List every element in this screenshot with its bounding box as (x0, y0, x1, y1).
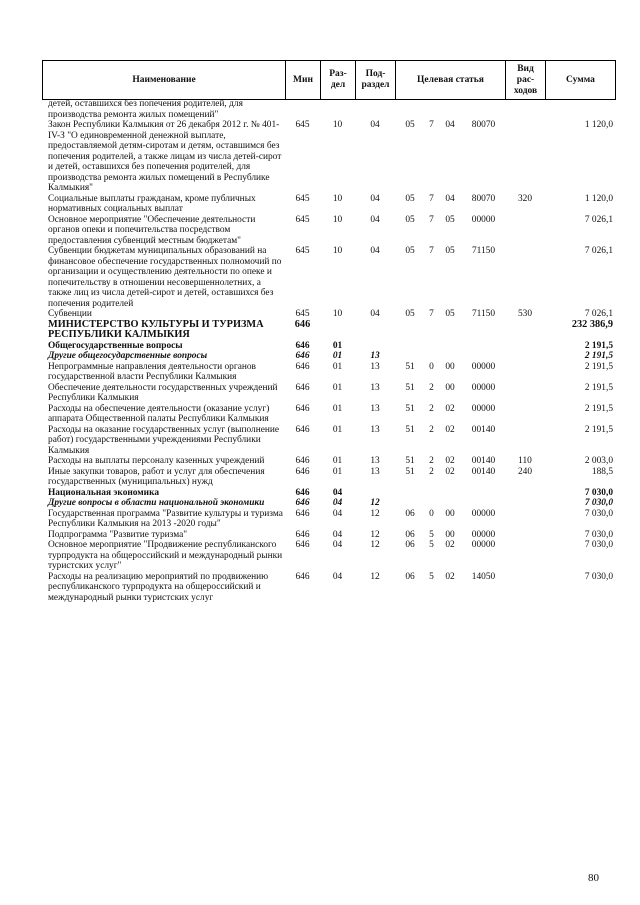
row-podrazdel: 12 (370, 508, 380, 519)
table-row (42, 498, 615, 509)
row-vid: 110 (518, 456, 532, 466)
row-cs-subprogram: 7 (429, 193, 434, 204)
row-cs-subprogram: 7 (429, 120, 434, 130)
row-razdel: 01 (332, 456, 343, 466)
row-cs-direction: 14050 (471, 571, 496, 582)
table-row (42, 467, 615, 488)
row-sum: 7 030,0 (584, 571, 613, 582)
row-min: 646 (295, 351, 310, 361)
row-sum: 1 120,0 (584, 120, 613, 130)
row-sum: 7 030,0 (584, 529, 613, 540)
row-sum: 2 191,5 (584, 340, 613, 351)
row-sum: 2 191,5 (584, 382, 613, 393)
row-razdel: 04 (332, 498, 343, 508)
row-razdel: 04 (332, 508, 343, 519)
row-name: Закон Республики Калмыкия от 26 декабря 2012 г. № 401-IV-З "О единовременной денежной выплате, предоставляемой детям-сиротам и детям, оставшимся без попечения родителей, а также лицам из числа детей-сирот и детей, оставшихся без попечения родителей, для производства ремонта жилых помещений в Республике Калмыкия" (48, 120, 282, 193)
row-min: 646 (295, 540, 310, 550)
row-podrazdel: 04 (370, 309, 380, 319)
row-cs-direction: 00000 (471, 382, 496, 393)
table-row (42, 362, 615, 383)
row-podrazdel: 04 (370, 120, 380, 130)
row-min: 646 (295, 508, 310, 519)
row-name: детей, оставшихся без попечения родителей, для производства ремонта жилых помещений" (48, 99, 243, 120)
row-podrazdel: 13 (370, 466, 380, 477)
row-cs-direction: 00000 (471, 540, 496, 550)
row-cs-event: 00 (445, 529, 455, 540)
row-min: 646 (295, 498, 310, 508)
row-min: 645 (295, 193, 310, 204)
row-name: Подпрограмма "Развитие туризма" (48, 529, 188, 540)
row-cs-event: 05 (445, 214, 455, 225)
row-cs-subprogram: 2 (429, 403, 434, 414)
row-podrazdel: 13 (370, 351, 380, 361)
row-name: Другие общегосударственные вопросы (48, 351, 208, 361)
row-name: Непрограммные направления деятельности органов государственной власти Республики Калмыкия (48, 361, 256, 382)
row-cs-program: 51 (405, 403, 415, 414)
table-row (42, 215, 615, 247)
row-razdel: 10 (332, 309, 343, 319)
table-row (42, 509, 615, 530)
row-name: Расходы на оказание государственных услуг (выполнение работ) государственными учреждениями Республики Калмыкия (48, 424, 280, 456)
row-cs-direction: 00000 (471, 403, 496, 414)
row-podrazdel: 13 (370, 403, 380, 414)
row-razdel: 04 (332, 487, 343, 498)
row-vid: 240 (517, 466, 533, 477)
row-name: Основное мероприятие "Продвижение республиканского турпродукта на общероссийский и международный рынки туристских услуг" (48, 540, 283, 571)
row-podrazdel: 04 (370, 246, 380, 256)
row-razdel: 10 (332, 246, 343, 256)
header-razdel: Раз- дел (321, 61, 356, 100)
table-row (42, 320, 615, 341)
row-cs-program: 05 (405, 120, 415, 130)
row-name: Расходы на реализацию мероприятий по продвижению республиканского турпродукта на общероссийский и международный рынки туристских услуг (48, 571, 269, 603)
row-cs-program: 06 (405, 529, 415, 540)
row-razdel: 10 (332, 214, 343, 225)
row-razdel: 01 (332, 340, 343, 351)
row-cs-event: 00 (445, 361, 455, 372)
row-sum: 2 003,0 (584, 456, 613, 466)
row-cs-program: 06 (405, 540, 415, 550)
row-razdel: 01 (332, 403, 343, 414)
row-cs-event: 02 (445, 456, 455, 466)
row-cs-subprogram: 2 (429, 466, 434, 477)
row-min: 646 (294, 318, 311, 330)
table-row (42, 120, 615, 194)
row-cs-subprogram: 2 (429, 456, 434, 466)
row-cs-event: 00 (445, 382, 455, 393)
row-cs-program: 06 (405, 571, 415, 582)
row-cs-program: 05 (405, 246, 415, 256)
row-cs-event: 05 (445, 309, 455, 319)
row-podrazdel: 04 (370, 214, 380, 225)
header-tselevaya: Целевая статья (396, 61, 506, 100)
row-vid: 320 (517, 193, 533, 204)
row-name: Расходы на выплаты персоналу казенных учреждений (48, 456, 265, 466)
row-cs-subprogram: 7 (429, 246, 434, 256)
row-cs-subprogram: 7 (429, 214, 434, 225)
table-row (42, 404, 615, 425)
row-min: 646 (295, 466, 310, 477)
table-row (42, 194, 615, 215)
row-cs-direction: 71150 (471, 309, 496, 319)
row-podrazdel: 13 (370, 382, 380, 393)
row-cs-program: 51 (405, 456, 415, 466)
row-name: Другие вопросы в области национальной экономики (48, 498, 265, 508)
row-razdel: 01 (332, 382, 343, 393)
row-sum: 2 191,5 (584, 403, 613, 414)
row-name: Общегосударственные вопросы (48, 340, 183, 351)
row-cs-program: 05 (405, 309, 415, 319)
row-cs-event: 04 (445, 193, 455, 204)
row-sum: 7 030,0 (584, 498, 613, 508)
row-name: МИНИСТЕРСТВО КУЛЬТУРЫ И ТУРИЗМА РЕСПУБЛИКИ КАЛМЫКИЯ (48, 318, 264, 340)
row-cs-subprogram: 5 (429, 571, 434, 582)
row-name: Социальные выплаты гражданам, кроме публичных нормативных социальных выплат (48, 193, 256, 214)
header-min: Мин (286, 61, 321, 100)
row-razdel: 04 (332, 571, 343, 582)
row-name: Основное мероприятие "Обеспечение деятельности органов опеки и попечительства посредством предоставления субвенций местным бюджетам" (48, 214, 256, 246)
row-cs-program: 51 (405, 466, 415, 477)
row-name: Государственная программа "Развитие культуры и туризма Республики Калмыкия на 2013 -2020 годы" (48, 508, 283, 529)
row-name: Субвенции (48, 309, 92, 319)
row-cs-direction: 00140 (471, 424, 496, 435)
row-sum: 188,5 (591, 466, 613, 477)
row-sum: 7 030,0 (584, 508, 613, 519)
row-sum: 7 026,1 (584, 246, 613, 256)
row-podrazdel: 04 (370, 193, 380, 204)
row-cs-direction: 00000 (471, 508, 496, 519)
row-min: 645 (295, 309, 310, 319)
row-cs-event: 05 (445, 246, 455, 256)
row-razdel: 01 (332, 361, 343, 372)
row-min: 645 (295, 120, 310, 130)
row-cs-program: 51 (405, 361, 415, 372)
table-row (42, 246, 615, 309)
row-name: Иные закупки товаров, работ и услуг для обеспечения государственных (муниципальных) нужд (48, 466, 265, 487)
row-cs-subprogram: 5 (429, 529, 434, 540)
row-cs-subprogram: 0 (429, 361, 434, 372)
row-min: 646 (295, 361, 310, 372)
header-podrazdel: Под- раздел (356, 61, 396, 100)
table-row (42, 99, 615, 120)
row-cs-event: 02 (445, 571, 455, 582)
table-row (42, 425, 615, 457)
row-cs-subprogram: 7 (429, 309, 434, 319)
table-row (42, 540, 615, 572)
table-row (42, 341, 615, 352)
row-podrazdel: 12 (370, 529, 380, 540)
row-cs-event: 02 (445, 540, 455, 550)
row-name: Субвенции бюджетам муниципальных образований на финансовое обеспечение государственных полномочий по организации и осуществлению деятельности по опеке и попечительству в отношении несовершеннолетних, а также лиц из числа детей-сирот и детей, оставшихся без попечения родителей (48, 246, 282, 309)
table-row (42, 488, 615, 499)
table-row (42, 456, 615, 467)
row-cs-event: 04 (445, 120, 455, 130)
row-min: 645 (295, 246, 310, 256)
row-sum: 232 386,9 (571, 318, 613, 330)
row-cs-direction: 00000 (471, 529, 496, 540)
row-sum: 7 030,0 (584, 540, 613, 550)
row-min: 646 (295, 529, 310, 540)
table-row (42, 572, 615, 604)
row-cs-direction: 00140 (471, 456, 496, 466)
row-min: 646 (295, 456, 310, 466)
row-cs-direction: 00000 (471, 361, 496, 372)
row-razdel: 10 (332, 120, 343, 130)
table-header (42, 60, 616, 100)
table-body (42, 99, 615, 603)
row-cs-subprogram: 5 (429, 540, 434, 550)
row-cs-program: 51 (405, 424, 415, 435)
header-summa: Сумма (546, 61, 616, 100)
row-cs-event: 02 (445, 403, 455, 414)
row-cs-direction: 00000 (471, 214, 496, 225)
row-cs-direction: 80070 (471, 193, 496, 204)
row-cs-subprogram: 2 (429, 382, 434, 393)
row-vid: 530 (517, 309, 533, 319)
row-cs-direction: 80070 (471, 120, 496, 130)
row-podrazdel: 12 (370, 571, 380, 582)
row-razdel: 04 (332, 529, 343, 540)
row-cs-subprogram: 0 (429, 508, 434, 519)
row-min: 646 (295, 403, 310, 414)
row-min: 645 (295, 214, 310, 225)
row-sum: 1 120,0 (584, 193, 613, 204)
row-min: 646 (295, 487, 310, 498)
row-podrazdel: 13 (370, 361, 380, 372)
row-cs-event: 02 (445, 424, 455, 435)
row-cs-program: 51 (405, 382, 415, 393)
row-sum: 2 191,5 (584, 424, 613, 435)
page-number: 80 (588, 872, 599, 884)
row-podrazdel: 12 (370, 498, 380, 508)
row-sum: 7 026,1 (584, 309, 613, 319)
row-cs-program: 05 (405, 214, 415, 225)
row-razdel: 10 (332, 193, 343, 204)
row-min: 646 (295, 571, 310, 582)
row-razdel: 01 (332, 424, 343, 435)
header-name: Наименование (43, 61, 286, 100)
table-row (42, 383, 615, 404)
row-min: 646 (295, 382, 310, 393)
row-cs-event: 02 (445, 466, 455, 477)
row-razdel: 01 (332, 466, 343, 477)
header-vid: Вид рас- ходов (506, 61, 546, 100)
row-cs-direction: 00140 (471, 466, 496, 477)
row-cs-subprogram: 2 (429, 424, 434, 435)
row-razdel: 04 (332, 540, 343, 550)
row-min: 646 (295, 424, 310, 435)
row-podrazdel: 13 (370, 456, 380, 466)
table-row (42, 530, 615, 541)
row-sum: 7 026,1 (584, 214, 613, 225)
row-cs-direction: 71150 (471, 246, 496, 256)
table-row (42, 309, 615, 320)
table-row (42, 351, 615, 362)
row-name: Национальная экономика (48, 487, 160, 498)
row-sum: 2 191,5 (584, 351, 613, 361)
row-name: Расходы на обеспечение деятельности (оказание услуг) аппарата Общественной палаты Республики Калмыкия (48, 403, 270, 424)
row-name: Обеспечение деятельности государственных учреждений Республики Калмыкия (48, 382, 278, 403)
row-cs-program: 06 (405, 508, 415, 519)
row-cs-event: 00 (445, 508, 455, 519)
row-razdel: 01 (332, 351, 343, 361)
row-sum: 2 191,5 (584, 361, 613, 372)
row-cs-program: 05 (405, 193, 415, 204)
row-sum: 7 030,0 (584, 487, 613, 498)
row-podrazdel: 13 (370, 424, 380, 435)
row-podrazdel: 12 (370, 540, 380, 550)
row-min: 646 (295, 340, 310, 351)
